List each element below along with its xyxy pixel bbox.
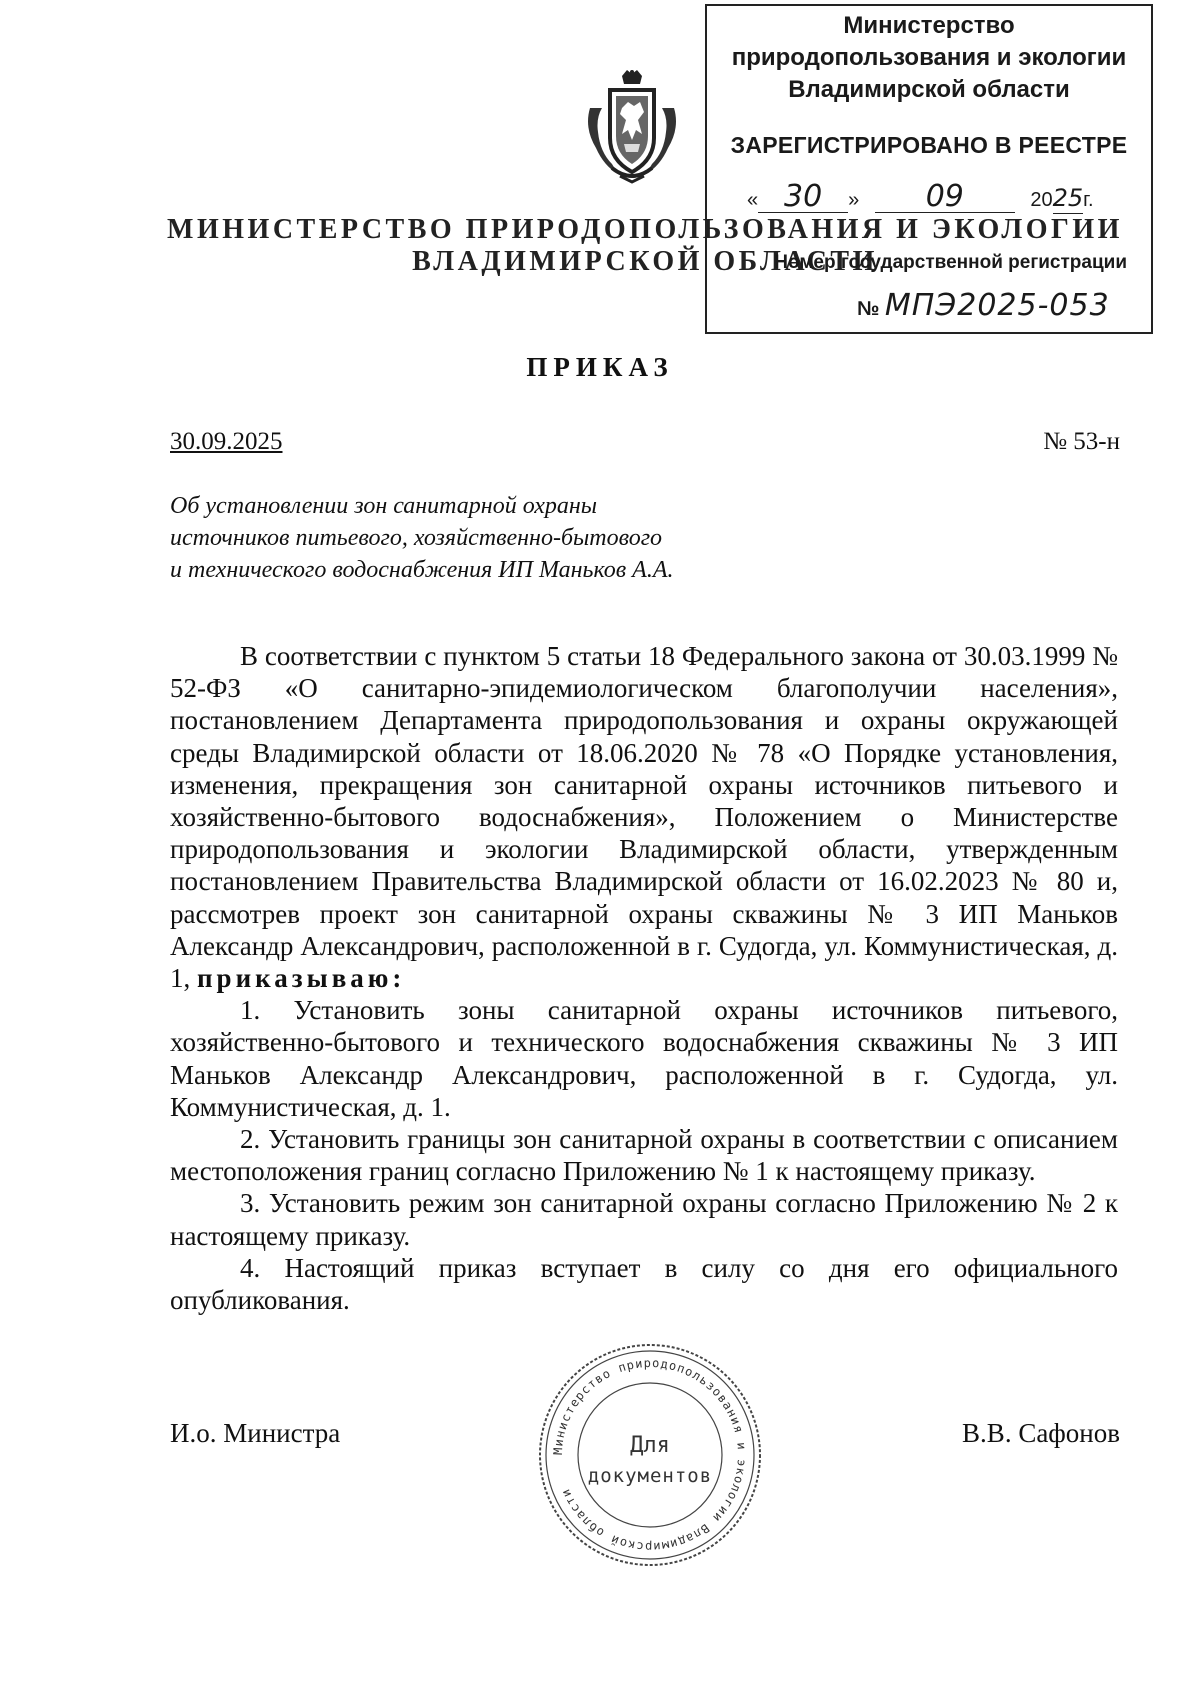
stamp-month: 09 (875, 182, 1015, 213)
seal-ring-text: Министерство природопользования и экологии Владимирской области (550, 1355, 750, 1555)
stamp-year-unit: г. (1083, 189, 1094, 211)
seal-center-line2: документов (587, 1465, 713, 1487)
ministry-name-line1: МИНИСТЕРСТВО ПРИРОДОПОЛЬЗОВАНИЯ И ЭКОЛОГИИ (167, 214, 1123, 245)
stamp-close-quote: » (848, 189, 860, 211)
stamp-number-value: МПЭ2025-053 (884, 288, 1110, 323)
order-word: приказываю: (197, 963, 406, 994)
seal-center-line1: Для (630, 1433, 670, 1458)
stamp-open-quote: « (747, 189, 759, 211)
subject-line: и технического водоснабжения ИП Маньков А.А. (170, 557, 674, 583)
stamp-number-sign: № (857, 298, 880, 320)
coat-of-arms-icon (582, 68, 682, 188)
signatory-position: И.о. Министра (170, 1418, 341, 1448)
order-point-3: 3. Установить режим зон санитарной охраны согласно Приложению № 2 к настоящему приказу. (170, 1188, 1118, 1251)
stamp-title: ЗАРЕГИСТРИРОВАНО В РЕЕСТРЕ (730, 132, 1128, 158)
signatory-name: В.В. Сафонов (962, 1418, 1120, 1448)
stamp-date (747, 179, 1141, 214)
order-point-2: 2. Установить границы зон санитарной охраны в соответствии с описанием местоположения границ согласно Приложению № 1 к настоящему приказу. (170, 1124, 1118, 1187)
subject-line: источников питьевого, хозяйственно-бытового (170, 525, 663, 551)
subject-line: Об установлении зон санитарной охраны (170, 493, 598, 519)
document-type: ПРИКАЗ (526, 352, 674, 382)
round-seal (535, 1340, 765, 1570)
stamp-number-label: Номер государственной регистрации (774, 252, 1127, 273)
document-date: 30.09.2025 (170, 428, 283, 455)
stamp-year-suffix: 25 (1052, 184, 1084, 212)
document-subject (170, 490, 870, 586)
stamp-day: 30 (758, 182, 848, 213)
registration-stamp (705, 4, 1153, 334)
order-point-1: 1. Установить зоны санитарной охраны источников питьевого, хозяйственно-бытового и технического водоснабжения скважины № 3 ИП Маньков Александр Александрович, расположенной в г. Судогда, ул. Коммунистическая, д. 1. (170, 995, 1118, 1122)
stamp-org-line: природопользования и экологии (731, 44, 1127, 71)
stamp-number (857, 288, 1110, 323)
stamp-organization (707, 10, 1151, 106)
preamble-text: В соответствии с пунктом 5 статьи 18 Федерального закона от 30.03.1999 № 52-ФЗ «О санитарно-эпидемиологическом благополучии населения», постановлением Департамента природопользования и охраны окружающей среды Владимирской области от 18.06.2020 № 78 «О Порядке установления, изменения, прекращения зон санитарной охраны источников питьевого и хозяйственно-бытового водоснабжения», Положением о Министерстве природопользования и экологии Владимирской области, утвержденным постановлением Правительства Владимирской области от 16.02.2023 № 80 и, рассмотрев проект зон санитарной охраны скважины № 3 ИП Маньков Александр Александрович, расположенной в г. Судогда, ул. Коммунистическая, д. 1, (170, 641, 1118, 994)
ministry-name-line2: ВЛАДИМИРСКОЙ ОБЛАСТИ (412, 246, 878, 277)
document-body (170, 640, 1118, 1316)
order-point-4: 4. Настоящий приказ вступает в силу со дня его официального опубликования. (170, 1252, 1118, 1316)
preamble-paragraph (170, 640, 1118, 994)
stamp-org-line: Министерство (843, 12, 1015, 39)
document-number: № 53-н (1043, 428, 1120, 455)
stamp-year-prefix: 20 (1030, 189, 1053, 211)
stamp-org-line: Владимирской области (788, 76, 1070, 103)
